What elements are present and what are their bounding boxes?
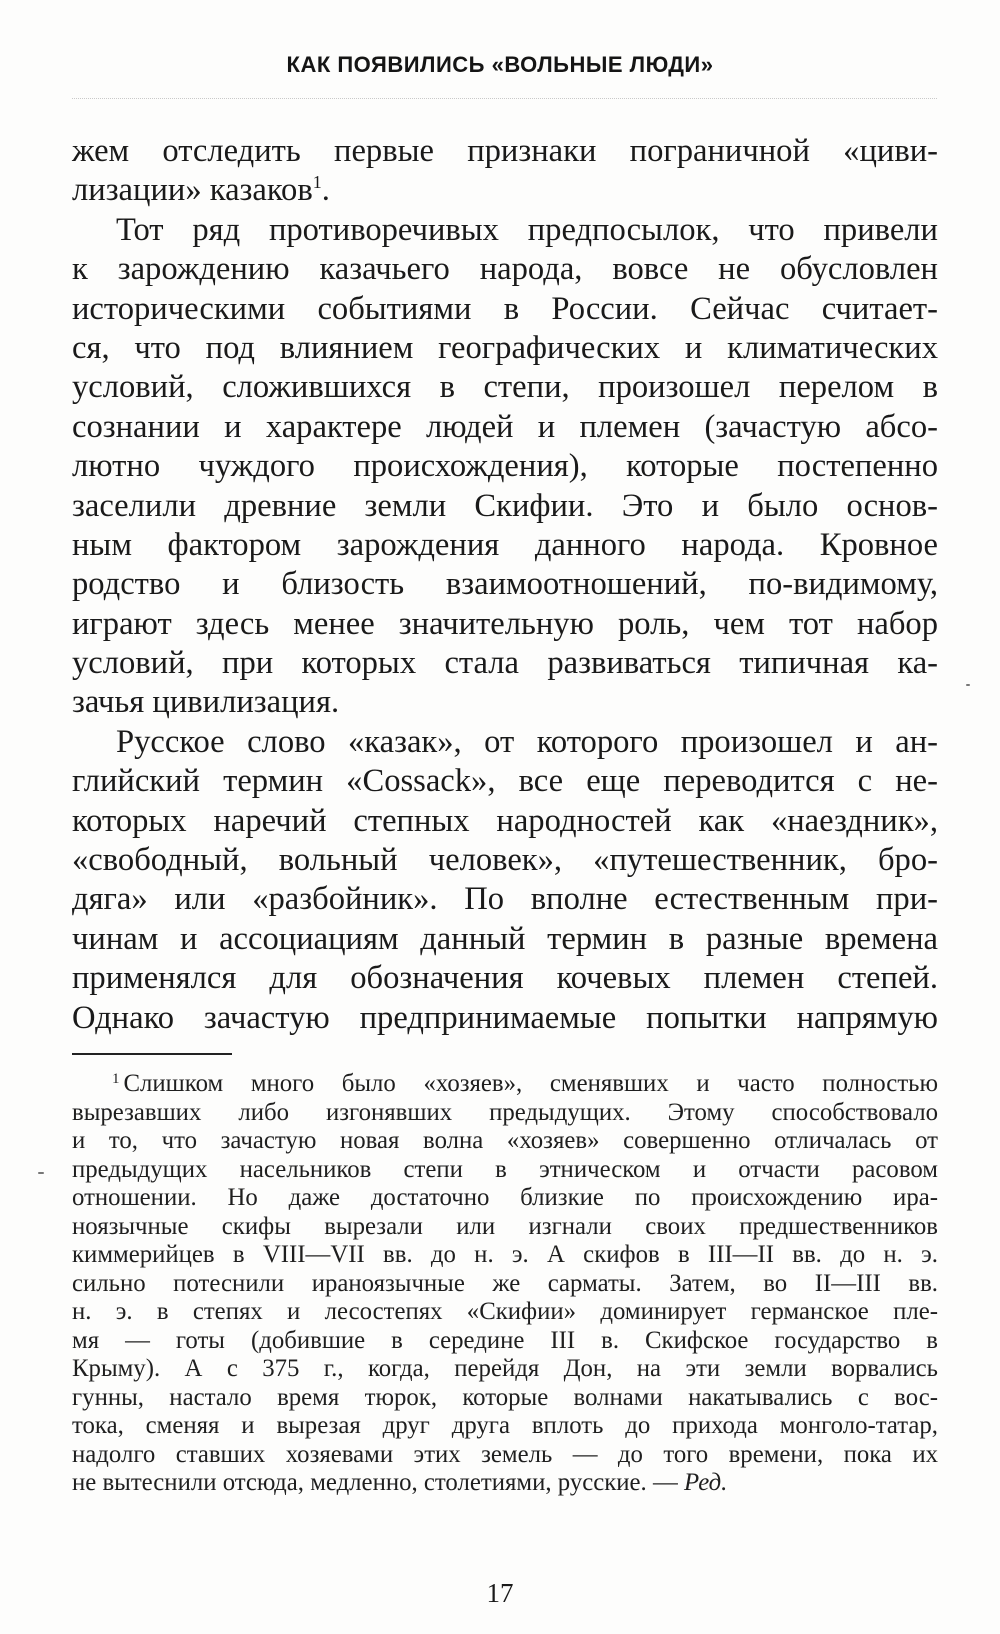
footnote-line: киммерийцев в VIII—VII вв. до н. э. А скифов в III—II вв. до н. э. <box>72 1241 938 1268</box>
footnote-line <box>72 1469 938 1498</box>
page-number: 17 <box>486 1578 514 1608</box>
text-line: глийский термин «Cossack», все еще переводится с не- <box>72 763 938 800</box>
text-line: играют здесь менее значительную роль, чем тот набор <box>72 605 938 642</box>
text-line: зачья цивилизация. <box>72 684 340 721</box>
text-line: Однако зачастую предпринимаемые попытки напрямую <box>72 999 938 1036</box>
footnote-line: надолго ставших хозяевами этих земель — до того времени, пока их <box>72 1440 938 1468</box>
editor-mark: Ред. <box>683 1469 728 1496</box>
footnote-line: отношении. Но даже достаточно близкие по происхождению ира- <box>72 1184 938 1211</box>
footnote <box>72 1070 938 1498</box>
main-text <box>72 132 938 1038</box>
line-end-punct: . <box>321 172 330 209</box>
text-line: условий, при которых стала развиваться типичная ка- <box>72 645 938 682</box>
footnote-line <box>72 1070 938 1099</box>
footnote-line-content: не вытеснили отсюда, медленно, столетиями, русские. — <box>72 1469 678 1496</box>
footnote-line: вырезавших либо изгонявших предыдущих. Этому способствовало <box>72 1098 938 1126</box>
text-line: ным фактором зарождения данного народа. Кровное <box>72 526 938 563</box>
text-line: заселили древние земли Скифии. Это и было основ- <box>72 487 938 524</box>
header-divider <box>72 98 937 99</box>
footnote-line: сильно потеснили ираноязычные же сарматы. Затем, во II—III вв. <box>72 1269 938 1297</box>
text-line: ся, что под влиянием географических и климатических <box>72 329 938 366</box>
text-line: жем отследить первые признаки пограничной «циви- <box>72 133 938 169</box>
footnote-line: гунны, настало время тюрок, которые волнами накатывались с вос- <box>72 1383 938 1411</box>
footnote-line: н. э. в степях и лесостепях «Скифии» доминирует германское пле- <box>72 1298 938 1325</box>
footnote-line-content: Слишком много было «хозяев», сменявших и часто полностью <box>123 1070 938 1097</box>
text-line: к зарождению казачьего народа, вовсе не обусловлен <box>72 251 938 288</box>
text-line: Тот ряд противоречивых предпосылок, что привели <box>116 211 938 248</box>
text-line: родство и близость взаимоотношений, по-видимому, <box>72 566 938 603</box>
text-line: условий, сложившихся в степи, произошел перелом в <box>72 369 938 406</box>
footnote-line: ноязычные скифы вырезали или изгнали своих предшественников <box>72 1212 938 1240</box>
text-line: историческими событиями в России. Сейчас считает- <box>72 290 938 327</box>
print-speck <box>966 684 970 686</box>
text-line: «свободный, вольный человек», «путешественник, бро- <box>72 842 938 879</box>
text-line-content: лизации» казаков <box>72 172 313 209</box>
text-line: лютно чуждого происхождения), которые постепенно <box>72 448 938 485</box>
text-line: применялся для обозначения кочевых племен степей. <box>72 960 938 997</box>
text-line: дяга» или «разбойник». По вполне естественным при- <box>72 881 938 918</box>
print-speck <box>38 1172 44 1174</box>
footnote-line: мя — готы (добившие в середине III в. Скифское государство в <box>72 1326 938 1354</box>
text-line <box>72 171 938 210</box>
footnote-number: 1 <box>112 1071 120 1087</box>
text-line: чинам и ассоциациям данный термин в разные времена <box>72 920 938 957</box>
text-line: которых наречий степных народностей как «наездник», <box>72 802 938 839</box>
footnote-line: Крыму). А с 375 г., когда, перейдя Дон, на эти земли ворвались <box>72 1355 938 1382</box>
text-line: сознании и характере людей и племен (зачастую абсо- <box>72 408 938 445</box>
text-line: Русское слово «казак», от которого произошел и ан- <box>116 723 938 760</box>
footnote-divider <box>72 1053 232 1055</box>
footnote-line: и то, что зачастую новая волна «хозяев» совершенно отличалась от <box>72 1127 938 1154</box>
running-head: КАК ПОЯВИЛИСЬ «ВОЛЬНЫЕ ЛЮДИ» <box>286 52 714 77</box>
footnote-line: предыдущих насельников степи в этническом и отчасти расовом <box>72 1155 938 1183</box>
footnote-reference[interactable]: 1 <box>312 172 322 193</box>
footnote-line: тока, сменяя и вырезая друг друга вплоть до прихода монголо-татар, <box>72 1412 938 1439</box>
